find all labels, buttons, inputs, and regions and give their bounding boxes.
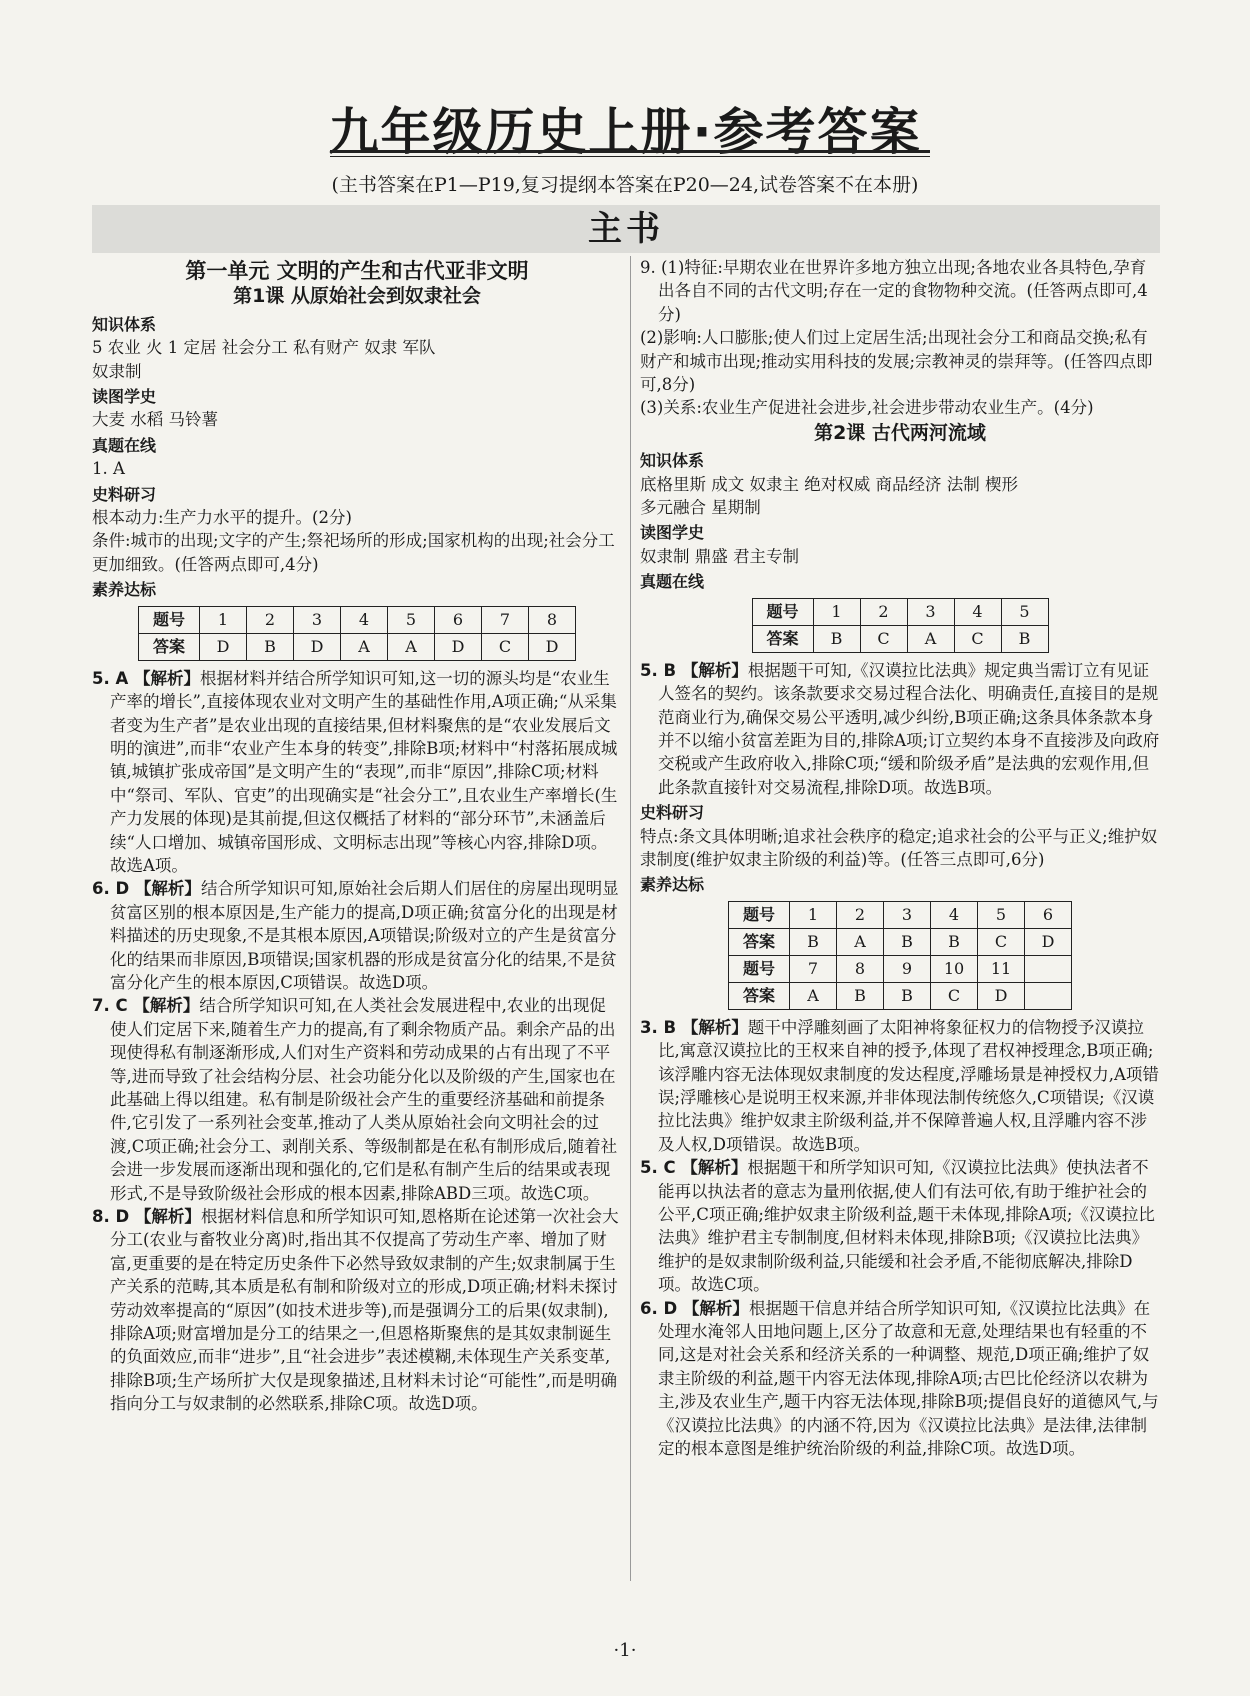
table-cell: B <box>884 982 931 1009</box>
section-heading: 真题在线 <box>92 435 157 455</box>
answer-tag: 7. C 【解析】 <box>92 996 200 1016</box>
explanation-text: 结合所学知识可知,原始社会后期人们居住的房屋出现明显贫富区别的根本原因是,生产能力的提高,D项正确;贫富分化的出现是材料描述的历史现象,不是其根本原因,A项错误;阶级对立的产生是贫富分化的结果而非原因,B项错误;国家机器的形成是贫富分化的结果,不是贫富分化产生的根本原因,C项错误。故选D项。 <box>110 879 619 992</box>
section-heading: 读图学史 <box>92 387 157 407</box>
answer-explanation <box>640 659 1160 799</box>
table-cell: B <box>931 928 978 955</box>
table-cell: 4 <box>931 901 978 928</box>
section-heading: 素养达标 <box>92 580 157 600</box>
table-cell: D <box>978 982 1025 1009</box>
knowledge-line: 多元融合 星期制 <box>640 498 761 518</box>
knowledge-line: 5 农业 火 1 定居 社会分工 私有财产 奴隶 军队 <box>92 338 436 358</box>
table-cell: D <box>294 633 341 660</box>
lesson-title-1: 第1课 从原始社会到奴隶社会 <box>233 285 481 308</box>
answer-explanation <box>92 667 622 878</box>
table-cell: 7 <box>790 955 837 982</box>
table-cell: 2 <box>247 606 294 633</box>
right-column <box>640 256 1160 1460</box>
answer-explanation <box>92 994 622 1205</box>
section-heading: 史料研习 <box>640 803 705 823</box>
lesson-title-2: 第2课 古代两河流域 <box>814 421 986 444</box>
table-cell: 7 <box>482 606 529 633</box>
answer-9: (3)关系:农业生产促进社会进步,社会进步带动农业生产。(4分) <box>640 398 1094 418</box>
answer-tag: 5. B 【解析】 <box>640 660 748 680</box>
table-cell: A <box>388 633 435 660</box>
table-cell: A <box>341 633 388 660</box>
answer-table <box>728 901 1072 1010</box>
page-number: ·1· <box>613 1640 637 1661</box>
section-band: 主书 <box>92 205 1160 253</box>
table-cell <box>1025 955 1072 982</box>
table-header: 答案 <box>729 982 790 1009</box>
explanation-text: 根据题干和所学知识可知,《汉谟拉比法典》使执法者不能再以执法者的意志为量刑依据,使人们有法可依,有助于维护社会的公平,C项正确;维护奴隶主阶级利益,题干未体现,排除A项;《汉谟拉比法典》维护君主专制制度,但材料未体现,排除B项;《汉谟拉比法典》维护的是奴隶制阶级利益,只能缓和社会矛盾,不能彻底解决,排除D项。故选C项。 <box>658 1158 1155 1295</box>
explanation-text: 根据题干信息并结合所学知识可知,《汉谟拉比法典》在处理水淹邻人田地问题上,区分了故意和无意,处理结果也有轻重的不同,这是对社会关系和经济关系的一种调整、规范,D项正确;维护了奴隶主阶级的利益,题干内容无法体现,排除A项;古巴比伦经济以农耕为主,涉及农业生产,题干内容无法体现,排除B项;提倡良好的道德风气,与《汉谟拉比法典》的内涵不符,因为《汉谟拉比法典》是法律,法律制定的根本意图是维护统治阶级的利益,排除C项。故选D项。 <box>658 1298 1159 1459</box>
answer-explanation <box>640 1156 1160 1296</box>
table-cell: 11 <box>978 955 1025 982</box>
section-heading: 史料研习 <box>92 484 157 504</box>
explanation-text: 根据材料并结合所学知识可知,这一切的源头均是“农业生产率的增长”,直接体现农业对文明产生的基础性作用,A项正确;“从采集者变为生产者”是农业出现的直接结果,但材料聚焦的是“农业发展后文明的演进”,而非“农业产生本身的转变”,排除B项;材料中“村落拓展成城镇,城镇扩张成帝国”是文明产生的“表现”,而非“原因”,排除C项;材料中“祭司、军队、官吏”的出现确实是“社会分工”,且农业生产率增长(生产力发展的体现)是其前提,但这仅概括了材料的“部分环节”,未涵盖后续“人口增加、城镇帝国形成、文明标志出现”等核心内容,排除D项。故选A项。 <box>110 668 618 875</box>
unit-title: 第一单元 文明的产生和古代亚非文明 <box>185 259 529 283</box>
source-study-line: 根本动力:生产力水平的提升。(2分) <box>92 508 352 528</box>
table-cell: 5 <box>388 606 435 633</box>
table-cell: D <box>200 633 247 660</box>
table-cell: 4 <box>341 606 388 633</box>
table-cell: 9 <box>884 955 931 982</box>
answer-tag: 6. D 【解析】 <box>640 1298 749 1318</box>
answer-tag: 8. D 【解析】 <box>92 1207 201 1227</box>
table-cell: C <box>482 633 529 660</box>
table-cell: 10 <box>931 955 978 982</box>
table-cell: 8 <box>529 606 576 633</box>
table-cell: 1 <box>790 901 837 928</box>
picture-study-line: 大麦 水稻 马铃薯 <box>92 410 218 430</box>
table-cell: 3 <box>884 901 931 928</box>
table-cell: D <box>529 633 576 660</box>
page-title: 九年级历史上册·参考答案 <box>328 103 922 161</box>
table-cell: A <box>907 625 954 652</box>
table-cell: 2 <box>837 901 884 928</box>
knowledge-line: 底格里斯 成文 奴隶主 绝对权威 商品经济 法制 楔形 <box>640 474 1018 494</box>
section-heading: 读图学史 <box>640 523 705 543</box>
table-cell: 4 <box>954 598 1001 625</box>
knowledge-line: 奴隶制 <box>92 361 142 381</box>
source-study-line: 特点:条文具体明晰;追求社会秩序的稳定;追求社会的公平与正义;维护奴隶制度(维护奴隶主阶级的利益)等。(任答三点即可,6分) <box>640 826 1158 869</box>
table-header: 题号 <box>752 598 813 625</box>
table-cell: 8 <box>837 955 884 982</box>
table-header: 题号 <box>139 606 200 633</box>
table-cell: D <box>435 633 482 660</box>
answer-tag: 5. C 【解析】 <box>640 1158 748 1178</box>
table-cell: B <box>247 633 294 660</box>
table-cell: 6 <box>435 606 482 633</box>
table-cell: 2 <box>860 598 907 625</box>
table-header: 答案 <box>729 928 790 955</box>
table-cell: C <box>860 625 907 652</box>
table-cell: A <box>837 928 884 955</box>
table-cell: 5 <box>1001 598 1048 625</box>
table-cell: B <box>1001 625 1048 652</box>
table-cell: 6 <box>1025 901 1072 928</box>
table-cell: B <box>813 625 860 652</box>
answer-table <box>752 598 1049 653</box>
table-header: 答案 <box>752 625 813 652</box>
answer-explanation <box>640 1297 1160 1461</box>
answer-explanation <box>92 1205 622 1416</box>
table-cell: 1 <box>200 606 247 633</box>
source-study-line: 条件:城市的出现;文字的产生;祭祀场所的形成;国家机构的出现;社会分工更加细致。(任答两点即可,4分) <box>92 531 615 574</box>
explanation-text: 题干中浮雕刻画了太阳神将象征权力的信物授予汉谟拉比,寓意汉谟拉比的王权来自神的授予,体现了君权神授理念,B项正确;该浮雕内容无法体现奴隶制度的发达程度,浮雕场景是神授权力,A项错误;浮雕核心是说明王权来源,并非体现法制传统悠久,C项错误;《汉谟拉比法典》维护奴隶主阶级利益,并不保障普遍人权,且浮雕内容不涉及人权,D项错误。故选B项。 <box>658 1017 1159 1154</box>
table-cell: 5 <box>978 901 1025 928</box>
table-cell: C <box>954 625 1001 652</box>
answer-table <box>138 606 576 661</box>
table-header: 题号 <box>729 955 790 982</box>
real-question-line: 1. A <box>92 459 125 479</box>
table-cell: B <box>884 928 931 955</box>
title-rule <box>330 150 930 157</box>
answer-9: 9. (1)特征:早期农业在世界许多地方独立出现;各地农业各具特色,孕育出各自不同的古代文明;存在一定的食物物种交流。(任答两点即可,4分) <box>640 258 1148 324</box>
section-heading: 真题在线 <box>640 572 705 592</box>
table-cell: B <box>790 928 837 955</box>
explanation-text: 根据题干可知,《汉谟拉比法典》规定典当需订立有见证人签名的契约。该条款要求交易过程合法化、明确责任,直接目的是规范商业行为,确保交易公平透明,减少纠纷,B项正确;这条具体条款本身并不以缩小贫富差距为目的,排除A项;订立契约本身不直接涉及向政府交税或产生政府收入,排除C项;“缓和阶级矛盾”是法典的宏观作用,但此条款直接针对交易流程,排除D项。故选B项。 <box>658 660 1160 797</box>
picture-study-line: 奴隶制 鼎盛 君主专制 <box>640 546 799 566</box>
answer-explanation <box>92 877 622 994</box>
section-heading: 知识体系 <box>640 451 705 471</box>
answer-explanation <box>640 1016 1160 1156</box>
table-cell: 1 <box>813 598 860 625</box>
table-cell: A <box>790 982 837 1009</box>
table-cell: D <box>1025 928 1072 955</box>
table-cell: 3 <box>294 606 341 633</box>
table-cell: 3 <box>907 598 954 625</box>
table-cell: B <box>837 982 884 1009</box>
section-heading: 素养达标 <box>640 875 705 895</box>
explanation-text: 结合所学知识可知,在人类社会发展进程中,农业的出现促使人们定居下来,随着生产力的提高,有了剩余物质产品。剩余产品的出现使得私有制逐渐形成,人们对生产资料和劳动成果的占有出现了不平等,进而导致了社会结构分层、社会功能分化以及阶级的产生,国家也在此基础上得以组建。私有制是阶级社会产生的重要经济基础和前提条件,它引发了一系列社会变革,推动了人类从原始社会向文明社会的过渡,C项正确;社会分工、剥削关系、等级制都是在私有制形成后,随着社会进一步发展而逐渐出现和强化的,它们是私有制产生后的结果或表现形式,不是导致阶级社会形成的根本因素,排除ABD三项。故选C项。 <box>110 996 618 1203</box>
explanation-text: 根据材料信息和所学知识可知,恩格斯在论述第一次社会大分工(农业与畜牧业分离)时,指出其不仅提高了劳动生产率、增加了财富,更重要的是在特定历史条件下必然导致奴隶制的产生;奴隶制属于生产关系的范畴,其本质是私有制和阶级对立的形成,D项正确;材料未探讨劳动效率提高的“原因”(如技术进步等),而是强调分工的后果(奴隶制),排除A项;财富增加是分工的结果之一,但恩格斯聚焦的是其奴隶制诞生的负面效应,而非“进步”,且“社会进步”表述模糊,未体现生产关系变革,排除B项;生产场所扩大仅是现象描述,且材料未讨论“可能性”,而是明确指向分工与奴隶制的必然联系,排除C项。故选D项。 <box>110 1207 619 1414</box>
table-cell: C <box>978 928 1025 955</box>
answer-9: (2)影响:人口膨胀;使人们过上定居生活;出现社会分工和商品交换;私有财产和城市出现;推动实用科技的发展;宗教神灵的崇拜等。(任答四点即可,8分) <box>640 328 1153 395</box>
column-divider <box>630 256 631 1581</box>
left-column <box>92 256 622 1416</box>
answer-tag: 5. A 【解析】 <box>92 668 201 688</box>
table-header: 答案 <box>139 633 200 660</box>
table-cell: C <box>931 982 978 1009</box>
section-heading: 知识体系 <box>92 314 157 334</box>
answer-tag: 6. D 【解析】 <box>92 879 201 899</box>
page-subtitle: (主书答案在P1—P19,复习提纲本答案在P20—24,试卷答案不在本册) <box>331 174 919 196</box>
answer-tag: 3. B 【解析】 <box>640 1017 748 1037</box>
table-header: 题号 <box>729 901 790 928</box>
table-cell <box>1025 982 1072 1009</box>
